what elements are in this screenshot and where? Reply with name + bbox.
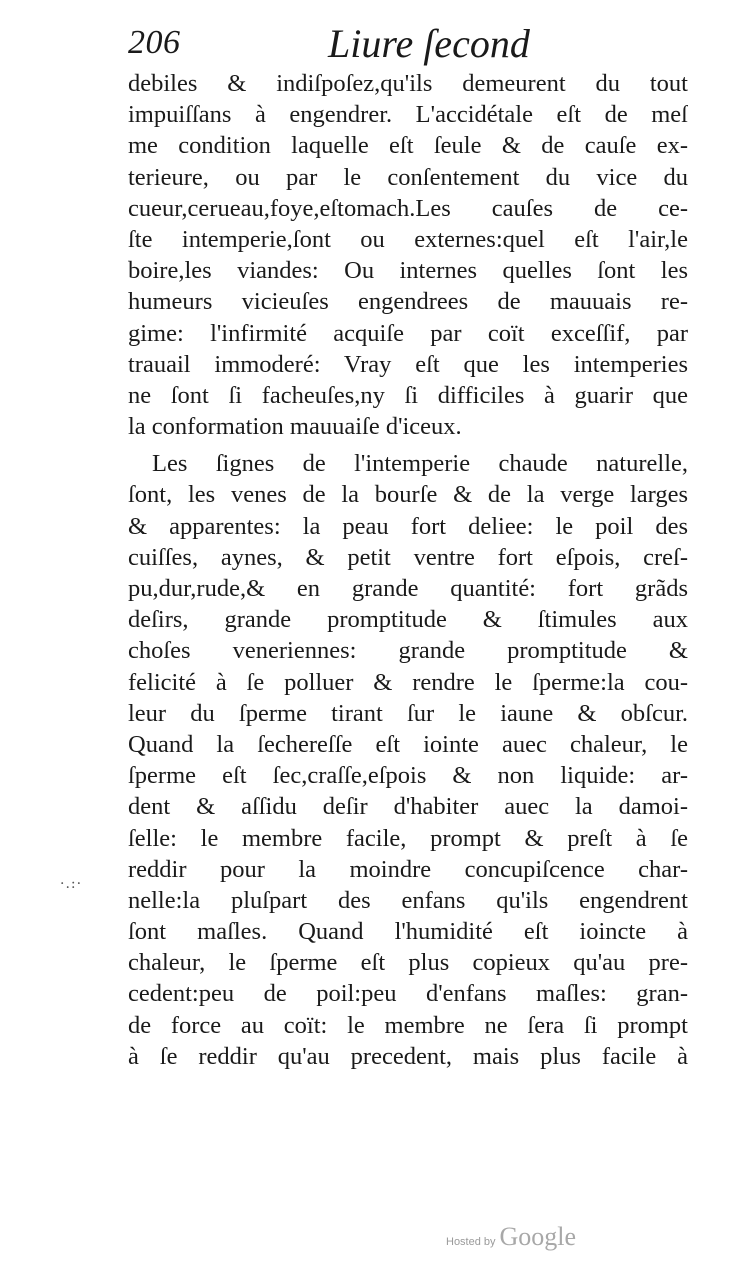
page-header xyxy=(128,20,688,70)
text-line: nelle:la pluſpart des enfans qu'ils engendrent xyxy=(128,886,688,914)
text-line: reddir pour la moindre concupiſcence char- xyxy=(128,855,688,883)
text-line: pu,dur,rude,& en grande quantité: fort grãds xyxy=(128,575,688,602)
text-line: ſelle: le membre facile, prompt & preſt à ſe xyxy=(128,824,688,852)
text-line: impuiſſans à engendrer. L'accidétale eſt de meſ xyxy=(128,101,688,129)
text-line: gime: l'infirmité acquiſe par coït exceſſif, par xyxy=(128,319,688,347)
text-line: felicité à ſe polluer & rendre le ſperme:la cou- xyxy=(128,668,688,696)
running-head: Liure ſecond xyxy=(328,21,530,66)
google-logo: Google xyxy=(499,1222,577,1251)
text-line: de force au coït: le membre ne ſera ſi prompt xyxy=(128,1011,688,1039)
text-line: cuiſſes, aynes, & petit ventre fort eſpois, creſ- xyxy=(128,543,688,571)
text-line: choſes veneriennes: grande promptitude & xyxy=(128,637,688,665)
page-number: 206 xyxy=(128,24,181,61)
text-line: ſperme eſt ſec,craſſe,eſpois & non liquide: ar- xyxy=(128,762,688,790)
text-line: ſont, les venes de la bourſe & de la verge larges xyxy=(128,481,688,509)
text-line: Quand la ſechereſſe eſt iointe auec chaleur, le xyxy=(128,730,688,758)
text-line: cedent:peu de poil:peu d'enfans maſles: gran- xyxy=(128,980,688,1008)
text-line: deſirs, grande promptitude & ſtimules aux xyxy=(128,606,688,634)
text-line: boire,les viandes: Ou internes quelles ſont les xyxy=(128,257,688,285)
text-line: Les ſignes de l'intemperie chaude naturelle, xyxy=(152,450,688,478)
text-line: à ſe reddir qu'au precedent, mais plus facile à xyxy=(128,1042,688,1070)
text-line: ſont maſles. Quand l'humidité eſt ioincte à xyxy=(128,918,688,946)
text-line: dent & aſſidu deſir d'habiter auec la damoi- xyxy=(128,793,688,821)
paragraph-1 xyxy=(128,68,688,442)
hosted-by-watermark xyxy=(446,1222,576,1252)
text-line: trauail immoderé: Vray eſt que les intemperies xyxy=(128,350,688,378)
text-line: chaleur, le ſperme eſt plus copieux qu'au pre- xyxy=(128,949,688,977)
text-line: leur du ſperme tirant ſur le iaune & obſcur. xyxy=(128,699,688,727)
hosted-by-label: Hosted by xyxy=(446,1236,496,1248)
paragraph-2 xyxy=(128,448,688,1072)
text-line: me condition laquelle eſt ſeule & de cauſe ex- xyxy=(128,132,688,160)
text-line: ſte intemperie,ſont ou externes:quel eſt l'air,le xyxy=(128,225,688,253)
text-line: terieure, ou par le conſentement du vice du xyxy=(128,163,688,191)
text-line: debiles & indiſpoſez,qu'ils demeurent du tout xyxy=(128,70,688,97)
text-line: & apparentes: la peau fort deliee: le poil des xyxy=(128,512,688,540)
text-line: humeurs vicieuſes engendrees de mauuais re- xyxy=(128,288,688,316)
text-line: cueur,cerueau,foye,eſtomach.Les cauſes de ce- xyxy=(128,194,688,222)
body-text xyxy=(128,68,688,1072)
text-line: la conformation mauuaiſe d'iceux. xyxy=(128,413,462,441)
text-line: ne ſont ſi facheuſes,ny ſi difficiles à guarir que xyxy=(128,381,688,409)
margin-ink-specks: ·.:· xyxy=(60,876,83,892)
